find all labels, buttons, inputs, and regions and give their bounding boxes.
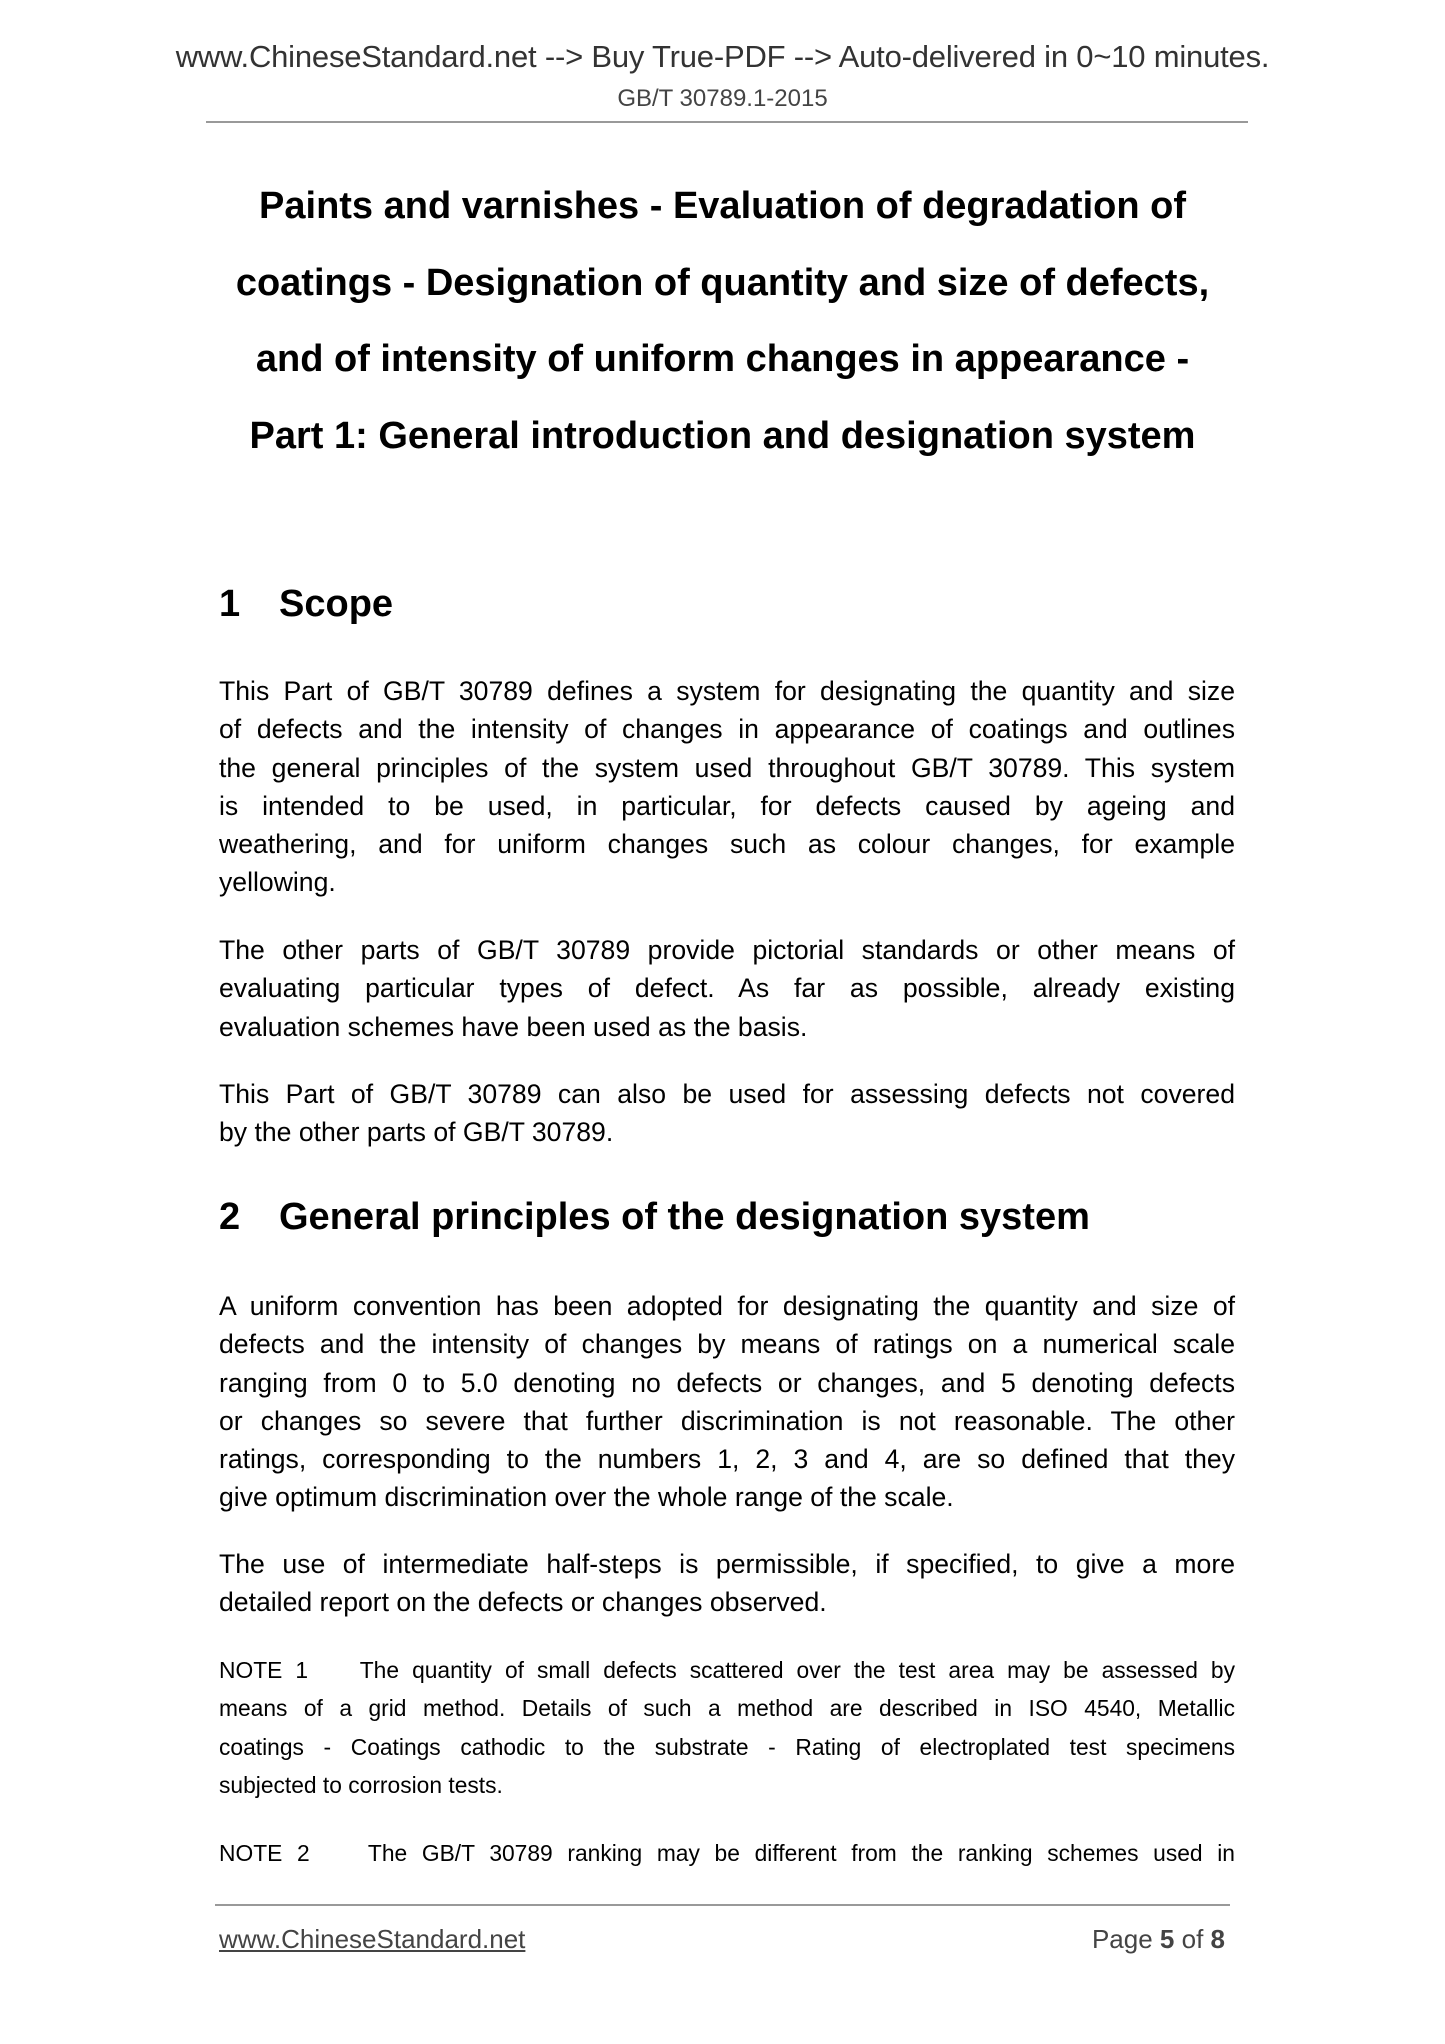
paragraph (219, 1545, 1235, 1622)
paragraph (219, 1287, 1235, 1517)
text-line: the general principles of the system used throughout GB/T 30789. This system (219, 752, 1235, 783)
header-rule (206, 121, 1248, 123)
current-page: 5 (1159, 1924, 1175, 1954)
text-line: NOTE 2 The GB/T 30789 ranking may be different from the ranking schemes used in (219, 1840, 1235, 1866)
text-line: by the other parts of GB/T 30789. (219, 1117, 614, 1148)
section-title: General principles of the designation system (279, 1196, 1090, 1238)
section-title: Scope (279, 583, 394, 625)
text-line: coatings - Coatings cathodic to the substrate - Rating of electroplated test specimens (219, 1733, 1235, 1760)
title-line: coatings - Designation of quantity and size of defects, (235, 261, 1210, 304)
text-line: weathering, and for uniform changes such as colour changes, for example (219, 829, 1235, 860)
text-line: The other parts of GB/T 30789 provide pictorial standards or other means of (219, 935, 1235, 965)
text-line: ratings, corresponding to the numbers 1, 2, 3 and 4, are so defined that they (219, 1444, 1235, 1475)
text-line: detailed report on the defects or changes observed. (219, 1587, 827, 1618)
section-number: 2 (219, 1196, 241, 1238)
section-number: 1 (219, 583, 241, 625)
note (219, 1834, 1235, 1872)
paragraph (219, 931, 1235, 1046)
title-line: and of intensity of uniform changes in appearance - (255, 338, 1190, 380)
page-of-label: of (1174, 1924, 1211, 1954)
footer-rule (215, 1904, 1230, 1906)
text-line: The use of intermediate half-steps is permissible, if specified, to give a more (219, 1549, 1235, 1579)
text-line: This Part of GB/T 30789 defines a system for designating the quantity and size (219, 676, 1235, 706)
text-line: is intended to be used, in particular, for defects caused by ageing and (219, 790, 1235, 821)
page-number (1092, 1924, 1225, 1955)
title-line: Part 1: General introduction and designation system (249, 414, 1196, 457)
section-heading-scope (219, 583, 393, 626)
paragraph (219, 1075, 1235, 1152)
text-line: This Part of GB/T 30789 can also be used for assessing defects not covered (219, 1079, 1235, 1109)
text-line: subjected to corrosion tests. (219, 1771, 503, 1798)
note (219, 1651, 1235, 1804)
document-title (150, 168, 1295, 474)
text-line: or changes so severe that further discrimination is not reasonable. The other (219, 1405, 1235, 1436)
text-line: yellowing. (219, 867, 336, 898)
text-line: evaluation schemes have been used as the basis. (219, 1011, 808, 1042)
page-label: Page (1091, 1924, 1160, 1954)
text-line: of defects and the intensity of changes in appearance of coatings and outlines (219, 714, 1235, 745)
header-banner: www.ChineseStandard.net --> Buy True-PDF --> Auto-delivered in 0~10 minutes. (175, 39, 1270, 74)
total-pages: 8 (1210, 1924, 1225, 1954)
paragraph (219, 672, 1235, 902)
text-line: ranging from 0 to 5.0 denoting no defects or changes, and 5 denoting defects (219, 1367, 1235, 1398)
text-line: A uniform convention has been adopted for designating the quantity and size of (219, 1291, 1235, 1321)
text-line: evaluating particular types of defect. As far as possible, already existing (219, 973, 1235, 1004)
standard-code: GB/T 30789.1-2015 (617, 85, 828, 112)
text-line: means of a grid method. Details of such a method are described in ISO 4540, Metallic (219, 1695, 1235, 1722)
text-line: give optimum discrimination over the whole range of the scale. (219, 1482, 954, 1513)
title-line: Paints and varnishes - Evaluation of degradation of (259, 185, 1186, 227)
section-heading-principles (219, 1196, 1090, 1239)
footer-website-link[interactable]: www.ChineseStandard.net (219, 1924, 526, 1954)
text-line: defects and the intensity of changes by means of ratings on a numerical scale (219, 1329, 1235, 1360)
text-line: NOTE 1 The quantity of small defects scattered over the test area may be assessed by (219, 1657, 1235, 1683)
